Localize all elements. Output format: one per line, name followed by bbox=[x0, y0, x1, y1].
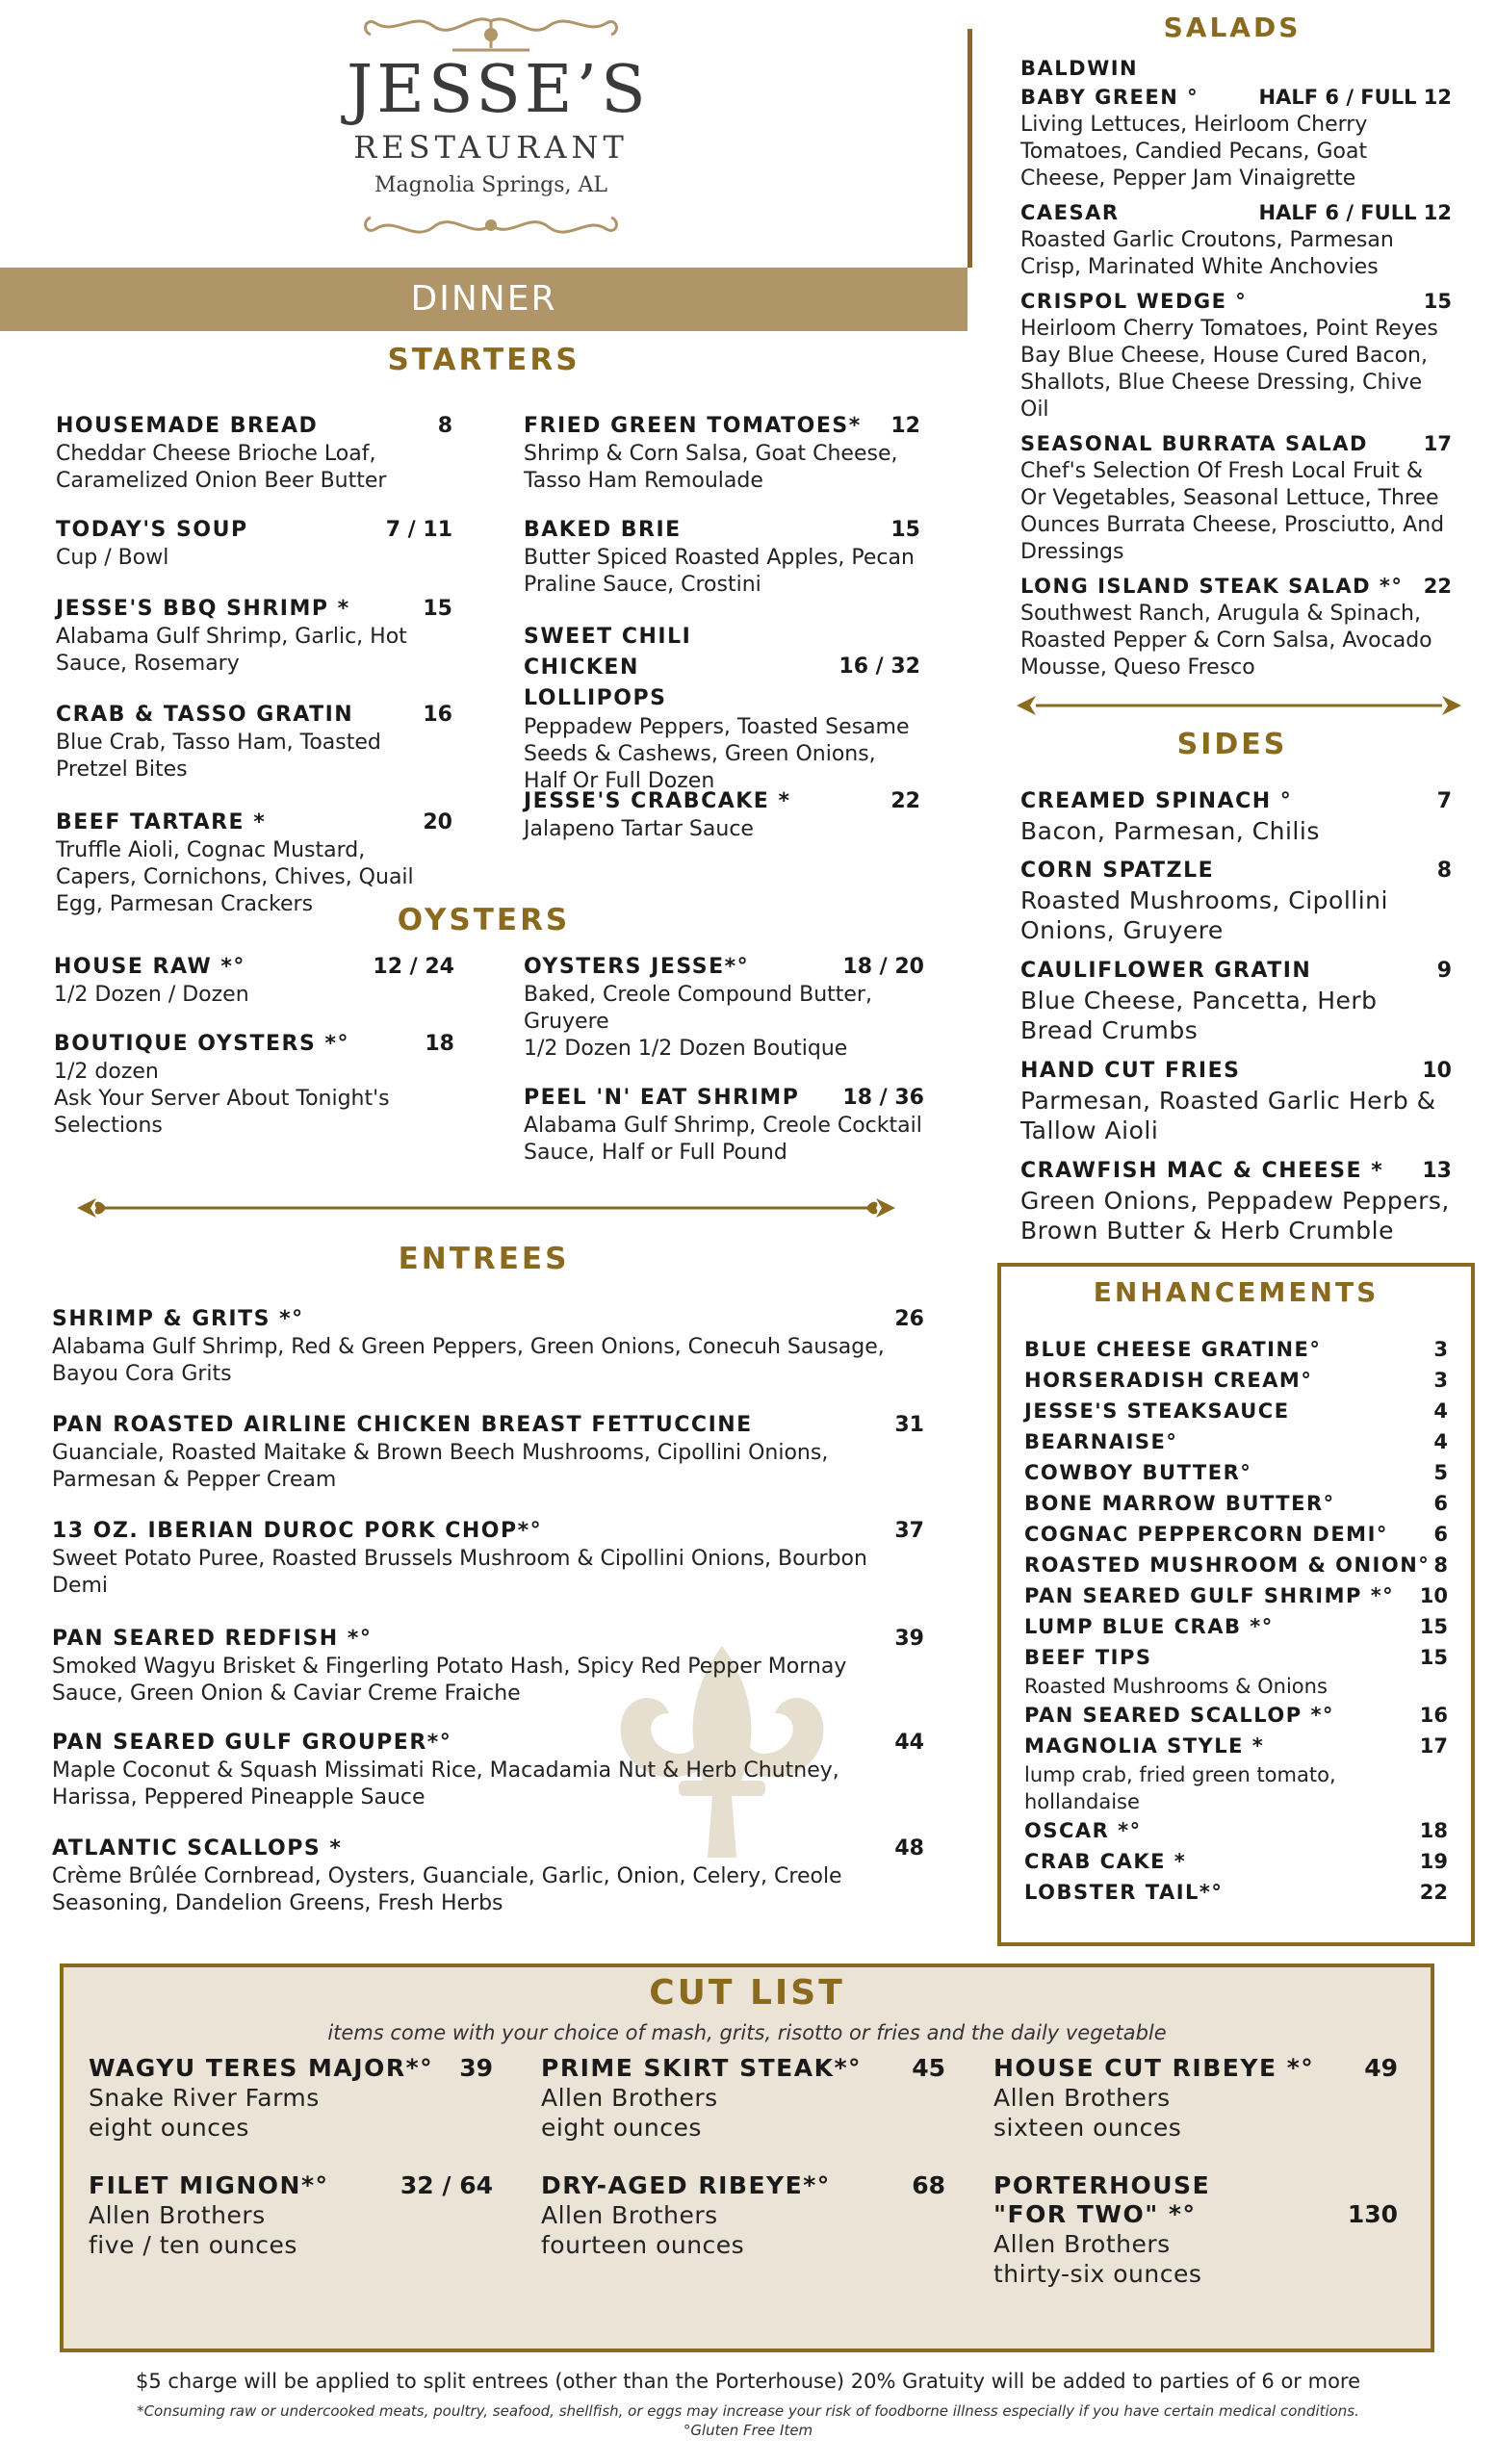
item-desc: Bacon, Parmesan, Chilis bbox=[1020, 817, 1320, 845]
item-desc: Alabama Gulf Shrimp, Creole Cocktail Sauce, Half or Full Pound bbox=[524, 1114, 922, 1165]
item-name: PAN ROASTED AIRLINE CHICKEN BREAST FETTUCCINE bbox=[52, 1413, 753, 1437]
logo bbox=[347, 12, 650, 243]
ornamental-divider-icon bbox=[77, 1194, 895, 1222]
item-name: BONE MARROW BUTTER° bbox=[1024, 1492, 1335, 1515]
item-price: 31 bbox=[894, 1413, 924, 1437]
item-price: 18 / 36 bbox=[842, 1086, 924, 1110]
item-name: PRIME SKIRT STEAK*° bbox=[541, 2054, 863, 2082]
item-price: 3 bbox=[1433, 1338, 1448, 1361]
item-desc-2: Ask Your Server About Tonight's Selections bbox=[54, 1087, 390, 1138]
item-price: HALF 6 / FULL 12 bbox=[1258, 201, 1452, 224]
entree-item bbox=[52, 1305, 924, 1388]
item-price: 68 bbox=[912, 2171, 945, 2199]
footer-split-note: $5 charge will be applied to split entrees (other than the Porterhouse) 20% Gratuity will be added to parties of 6 or more bbox=[135, 2370, 1361, 2393]
item-price: 18 bbox=[425, 1032, 454, 1056]
item-desc: Roasted Mushrooms, Cipollini Onions, Gruyere bbox=[1020, 886, 1388, 944]
item-price: 32 / 64 bbox=[400, 2171, 493, 2199]
starter-item bbox=[524, 516, 920, 599]
item-name: CRAWFISH MAC & CHEESE * bbox=[1020, 1159, 1384, 1183]
enhancement-item bbox=[1024, 1365, 1448, 1396]
starter-item bbox=[56, 516, 452, 572]
item-name: JESSE'S BBQ SHRIMP * bbox=[56, 597, 350, 621]
item-price: 22 bbox=[1419, 1881, 1448, 1904]
scroll-ornament-bottom-icon bbox=[356, 206, 626, 244]
item-desc: Allen Brothers bbox=[993, 2084, 1171, 2112]
salads-heading: SALADS bbox=[1163, 12, 1302, 43]
item-price: 6 bbox=[1433, 1492, 1448, 1515]
item-name: BAKED BRIE bbox=[524, 518, 682, 542]
item-name: CORN SPATZLE bbox=[1020, 859, 1215, 883]
cut-item bbox=[541, 2054, 945, 2143]
oyster-item bbox=[54, 953, 454, 1009]
item-price: 19 bbox=[1419, 1850, 1448, 1873]
ornamental-divider-icon bbox=[1017, 691, 1461, 720]
item-desc: Alabama Gulf Shrimp, Red & Green Peppers, Green Onions, Conecuh Sausage, Bayou Cora Grits bbox=[52, 1335, 885, 1386]
footer-disclaimer: *Consuming raw or undercooked meats, poultry, seafood, shellfish, or eggs may increase your risk of foodborne illness especially if you have certain medical conditions. bbox=[137, 2402, 1359, 2420]
item-price: 10 bbox=[1422, 1059, 1452, 1083]
item-price: 8 bbox=[1433, 1553, 1448, 1577]
restaurant-location: Magnolia Springs, AL bbox=[374, 173, 608, 197]
item-price: 8 bbox=[437, 414, 452, 438]
item-desc: Blue Crab, Tasso Ham, Toasted Pretzel Bites bbox=[56, 731, 381, 782]
cut-item bbox=[89, 2171, 493, 2260]
item-price: 5 bbox=[1433, 1461, 1448, 1484]
item-desc: Truffle Aioli, Cognac Mustard, Capers, Cornichons, Chives, Quail Egg, Parmesan Crackers bbox=[56, 838, 414, 916]
starter-item bbox=[524, 787, 920, 843]
item-name: BABY GREEN ° bbox=[1020, 86, 1199, 109]
item-desc: Allen Brothers bbox=[541, 2084, 718, 2112]
cutlist-heading: CUT LIST bbox=[649, 1973, 845, 2013]
item-name: 13 OZ. IBERIAN DUROC PORK CHOP*° bbox=[52, 1519, 543, 1543]
item-desc-2: eight ounces bbox=[541, 2114, 702, 2142]
item-desc: Butter Spiced Roasted Apples, Pecan Praline Sauce, Crostini bbox=[524, 546, 915, 597]
starter-item bbox=[56, 701, 452, 783]
item-price: 16 bbox=[423, 703, 452, 727]
item-desc: Roasted Mushrooms & Onions bbox=[1024, 1675, 1328, 1698]
dinner-banner-label: DINNER bbox=[410, 279, 557, 319]
item-price: 15 bbox=[1419, 1615, 1448, 1638]
enhancement-item bbox=[1024, 1731, 1448, 1815]
item-price: 18 / 20 bbox=[842, 955, 924, 979]
item-price: 15 bbox=[890, 518, 920, 542]
item-desc: Living Lettuces, Heirloom Cherry Tomatoes, Candied Pecans, Goat Cheese, Pepper Jam Vinaigrette bbox=[1020, 113, 1368, 191]
side-item bbox=[1020, 1057, 1452, 1145]
starter-item bbox=[524, 622, 920, 795]
item-name: BEEF TARTARE * bbox=[56, 810, 267, 834]
item-desc-2: 1/2 Dozen 1/2 Dozen Boutique bbox=[524, 1037, 848, 1061]
oyster-item bbox=[524, 953, 924, 1063]
starter-item bbox=[56, 412, 452, 495]
item-desc: Chef's Selection Of Fresh Local Fruit & Or Vegetables, Seasonal Lettuce, Three Ounces Burrata Cheese, Prosciutto, And Dressings bbox=[1020, 459, 1445, 564]
item-name: PAN SEARED SCALLOP *° bbox=[1024, 1704, 1334, 1727]
enhancements-list bbox=[1024, 1334, 1448, 1908]
item-name: PAN SEARED GULF GROUPER*° bbox=[52, 1731, 452, 1755]
enhancement-item bbox=[1024, 1488, 1448, 1519]
item-desc: Snake River Farms bbox=[89, 2084, 320, 2112]
item-name: FILET MIGNON*° bbox=[89, 2171, 329, 2199]
oyster-item bbox=[54, 1030, 454, 1140]
item-price: 13 bbox=[1422, 1159, 1452, 1183]
item-price: 39 bbox=[894, 1627, 924, 1651]
item-desc: Cup / Bowl bbox=[56, 546, 169, 570]
enhancement-item bbox=[1024, 1519, 1448, 1550]
enhancement-item bbox=[1024, 1457, 1448, 1488]
item-desc: Cheddar Cheese Brioche Loaf, Caramelized Onion Beer Butter bbox=[56, 442, 387, 493]
entrees-heading: ENTREES bbox=[398, 1242, 570, 1276]
item-price: 20 bbox=[423, 810, 452, 834]
item-price: HALF 6 / FULL 12 bbox=[1258, 86, 1452, 109]
item-desc-2: thirty-six ounces bbox=[993, 2260, 1202, 2288]
item-price: 37 bbox=[894, 1519, 924, 1543]
cutlist-subtitle: items come with your choice of mash, grits, risotto or fries and the daily vegetable bbox=[327, 2021, 1167, 2044]
item-price: 17 bbox=[1423, 432, 1452, 455]
item-price: 15 bbox=[423, 597, 452, 621]
item-price: 7 / 11 bbox=[385, 518, 452, 542]
item-desc: 1/2 Dozen / Dozen bbox=[54, 983, 249, 1007]
item-name: TODAY'S SOUP bbox=[56, 518, 248, 542]
entree-item bbox=[52, 1411, 924, 1494]
restaurant-sub: RESTAURANT bbox=[353, 129, 629, 166]
starter-item bbox=[56, 808, 452, 918]
item-desc: Alabama Gulf Shrimp, Garlic, Hot Sauce, Rosemary bbox=[56, 625, 407, 676]
item-name: CREAMED SPINACH ° bbox=[1020, 789, 1293, 813]
item-desc: Sweet Potato Puree, Roasted Brussels Mushroom & Cipollini Onions, Bourbon Demi bbox=[52, 1547, 867, 1598]
item-name: BLUE CHEESE GRATINE° bbox=[1024, 1338, 1322, 1361]
enhancement-item bbox=[1024, 1426, 1448, 1457]
item-price: 12 / 24 bbox=[373, 955, 454, 979]
enhancement-item bbox=[1024, 1700, 1448, 1731]
item-price: 10 bbox=[1419, 1584, 1448, 1607]
item-name: JESSE'S CRABCAKE * bbox=[524, 789, 791, 813]
enhancement-item bbox=[1024, 1396, 1448, 1426]
starter-item bbox=[524, 412, 920, 495]
item-name: MAGNOLIA STYLE * bbox=[1024, 1734, 1265, 1758]
item-desc: Guanciale, Roasted Maitake & Brown Beech Mushrooms, Cipollini Onions, Parmesan & Pepper Cream bbox=[52, 1441, 829, 1492]
item-price: 48 bbox=[894, 1836, 924, 1861]
salad-item bbox=[1020, 572, 1452, 681]
item-price: 15 bbox=[1419, 1646, 1448, 1669]
oysters-heading: OYSTERS bbox=[397, 903, 571, 937]
enhancement-item bbox=[1024, 1877, 1448, 1908]
item-price: 44 bbox=[894, 1731, 924, 1755]
side-item bbox=[1020, 857, 1452, 945]
item-desc: Maple Coconut & Squash Missimati Rice, Macadamia Nut & Herb Chutney, Harissa, Peppered Pineapple Sauce bbox=[52, 1758, 839, 1810]
side-item bbox=[1020, 957, 1452, 1045]
item-name: JESSE'S STEAKSAUCE bbox=[1024, 1399, 1290, 1423]
item-name: DRY-AGED RIBEYE*° bbox=[541, 2171, 831, 2199]
item-price: 9 bbox=[1436, 959, 1452, 983]
item-price: 45 bbox=[912, 2054, 945, 2082]
item-desc: Crème Brûlée Cornbread, Oysters, Guanciale, Garlic, Onion, Celery, Creole Seasoning, Dandelion Greens, Fresh Herbs bbox=[52, 1864, 842, 1915]
item-name: BALDWIN bbox=[1020, 57, 1139, 80]
item-name: LONG ISLAND STEAK SALAD *° bbox=[1020, 575, 1404, 598]
item-price: 130 bbox=[1347, 2200, 1398, 2228]
cut-item bbox=[89, 2054, 493, 2143]
item-name: LOBSTER TAIL*° bbox=[1024, 1881, 1224, 1904]
salad-item bbox=[1020, 287, 1452, 424]
side-item bbox=[1020, 1157, 1452, 1245]
enhancement-item bbox=[1024, 1550, 1448, 1580]
starters-heading: STARTERS bbox=[387, 343, 580, 377]
item-desc: Southwest Ranch, Arugula & Spinach, Roasted Pepper & Corn Salsa, Avocado Mousse, Queso Fresco bbox=[1020, 602, 1432, 680]
item-price: 8 bbox=[1436, 859, 1452, 883]
item-desc: Smoked Wagyu Brisket & Fingerling Potato Hash, Spicy Red Pepper Mornay Sauce, Green Onion & Caviar Creme Fraiche bbox=[52, 1655, 847, 1706]
item-name: HAND CUT FRIES bbox=[1020, 1059, 1241, 1083]
cut-item bbox=[993, 2171, 1398, 2289]
item-desc: Green Onions, Peppadew Peppers, Brown Butter & Herb Crumble bbox=[1020, 1187, 1450, 1245]
item-name: SHRIMP & GRITS *° bbox=[52, 1307, 304, 1331]
item-desc: Heirloom Cherry Tomatoes, Point Reyes Bay Blue Cheese, House Cured Bacon, Shallots, Blue Cheese Dressing, Chive Oil bbox=[1020, 317, 1438, 422]
item-price: 39 bbox=[459, 2054, 493, 2082]
item-name: LUMP BLUE CRAB *° bbox=[1024, 1615, 1274, 1638]
enhancement-item bbox=[1024, 1580, 1448, 1611]
sides-heading: SIDES bbox=[1176, 728, 1288, 761]
enhancement-item bbox=[1024, 1334, 1448, 1365]
item-desc: Blue Cheese, Pancetta, Herb Bread Crumbs bbox=[1020, 987, 1378, 1044]
item-name: WAGYU TERES MAJOR*° bbox=[89, 2054, 434, 2082]
item-name: COGNAC PEPPERCORN DEMI° bbox=[1024, 1523, 1388, 1546]
item-name: BEEF TIPS bbox=[1024, 1646, 1152, 1669]
item-name: HOUSE RAW *° bbox=[54, 955, 245, 979]
item-desc-2: fourteen ounces bbox=[541, 2231, 745, 2259]
enhancements-heading: ENHANCEMENTS bbox=[1093, 1276, 1380, 1308]
item-price: 7 bbox=[1436, 789, 1452, 813]
item-price: 16 bbox=[1419, 1704, 1448, 1727]
item-desc-2: eight ounces bbox=[89, 2114, 249, 2142]
item-name: PAN SEARED GULF SHRIMP *° bbox=[1024, 1584, 1395, 1607]
item-name: CAESAR bbox=[1020, 201, 1120, 224]
item-name: FRIED GREEN TOMATOES* bbox=[524, 414, 862, 438]
item-price: 4 bbox=[1433, 1430, 1448, 1453]
item-name: CRAB CAKE * bbox=[1024, 1850, 1187, 1873]
item-name: ATLANTIC SCALLOPS * bbox=[52, 1836, 343, 1861]
footer-gluten-note: °Gluten Free Item bbox=[683, 2422, 813, 2439]
item-desc: lump crab, fried green tomato, hollandaise bbox=[1024, 1763, 1336, 1813]
item-name: CRISPOL WEDGE ° bbox=[1020, 290, 1248, 313]
item-name: OYSTERS JESSE*° bbox=[524, 955, 750, 979]
item-name: HORSERADISH CREAM° bbox=[1024, 1369, 1313, 1392]
restaurant-name: JESSE’S bbox=[347, 52, 650, 128]
item-price: 22 bbox=[890, 789, 920, 813]
item-price: 49 bbox=[1364, 2054, 1398, 2082]
cut-item bbox=[993, 2054, 1398, 2143]
item-price: 18 bbox=[1419, 1819, 1448, 1842]
item-name: COWBOY BUTTER° bbox=[1024, 1461, 1252, 1484]
item-desc: Shrimp & Corn Salsa, Goat Cheese, Tasso Ham Remoulade bbox=[524, 442, 898, 493]
item-name: BEARNAISE° bbox=[1024, 1430, 1178, 1453]
item-desc: 1/2 dozen bbox=[54, 1060, 159, 1084]
starter-item bbox=[56, 595, 452, 678]
enhancement-item bbox=[1024, 1815, 1448, 1846]
item-desc-2: sixteen ounces bbox=[993, 2114, 1182, 2142]
enhancement-item bbox=[1024, 1642, 1448, 1700]
salad-item bbox=[1020, 54, 1452, 83]
item-name: ROASTED MUSHROOM & ONION° bbox=[1024, 1553, 1431, 1577]
entree-item bbox=[52, 1835, 924, 1917]
enhancement-item bbox=[1024, 1611, 1448, 1642]
item-name: HOUSEMADE BREAD bbox=[56, 414, 319, 438]
salad-item bbox=[1020, 83, 1452, 192]
item-desc: Peppadew Peppers, Toasted Sesame Seeds & Cashews, Green Onions, Half Or Full Dozen bbox=[524, 715, 910, 793]
item-desc: Roasted Garlic Croutons, Parmesan Crisp, Marinated White Anchovies bbox=[1020, 228, 1394, 279]
item-name: PEEL 'N' EAT SHRIMP bbox=[524, 1086, 800, 1110]
item-name: OSCAR *° bbox=[1024, 1819, 1142, 1842]
item-desc: Allen Brothers bbox=[993, 2230, 1171, 2258]
salad-item bbox=[1020, 429, 1452, 566]
item-desc: Allen Brothers bbox=[89, 2201, 266, 2229]
item-name: PAN SEARED REDFISH *° bbox=[52, 1627, 373, 1651]
item-desc: Allen Brothers bbox=[541, 2201, 718, 2229]
item-price: 26 bbox=[894, 1307, 924, 1331]
side-item bbox=[1020, 787, 1452, 846]
item-price: 15 bbox=[1423, 290, 1452, 313]
item-price: 22 bbox=[1423, 575, 1452, 598]
item-name: SWEET CHILI CHICKEN LOLLIPOPS bbox=[524, 625, 692, 710]
salad-item bbox=[1020, 198, 1452, 281]
entree-item bbox=[52, 1729, 924, 1811]
item-desc: Baked, Creole Compound Butter, Gruyere bbox=[524, 983, 872, 1034]
column-divider bbox=[967, 29, 972, 268]
item-name: PORTERHOUSE "FOR TWO" *° bbox=[993, 2171, 1211, 2228]
item-desc-2: five / ten ounces bbox=[89, 2231, 297, 2259]
item-name: SEASONAL BURRATA SALAD bbox=[1020, 432, 1368, 455]
oyster-item bbox=[524, 1084, 924, 1167]
item-price: 3 bbox=[1433, 1369, 1448, 1392]
entree-item bbox=[52, 1517, 924, 1600]
item-name: BOUTIQUE OYSTERS *° bbox=[54, 1032, 349, 1056]
entree-item bbox=[52, 1625, 924, 1707]
item-price: 6 bbox=[1433, 1523, 1448, 1546]
item-price: 16 / 32 bbox=[838, 654, 920, 679]
item-price: 17 bbox=[1419, 1734, 1448, 1758]
enhancement-item bbox=[1024, 1846, 1448, 1877]
item-desc: Parmesan, Roasted Garlic Herb & Tallow Aioli bbox=[1020, 1087, 1436, 1144]
cut-item bbox=[541, 2171, 945, 2260]
item-price: 12 bbox=[890, 414, 920, 438]
item-name: HOUSE CUT RIBEYE *° bbox=[993, 2054, 1315, 2082]
item-name: CAULIFLOWER GRATIN bbox=[1020, 959, 1312, 983]
item-price: 4 bbox=[1433, 1399, 1448, 1423]
item-name: CRAB & TASSO GRATIN bbox=[56, 703, 354, 727]
item-desc: Jalapeno Tartar Sauce bbox=[524, 817, 754, 841]
